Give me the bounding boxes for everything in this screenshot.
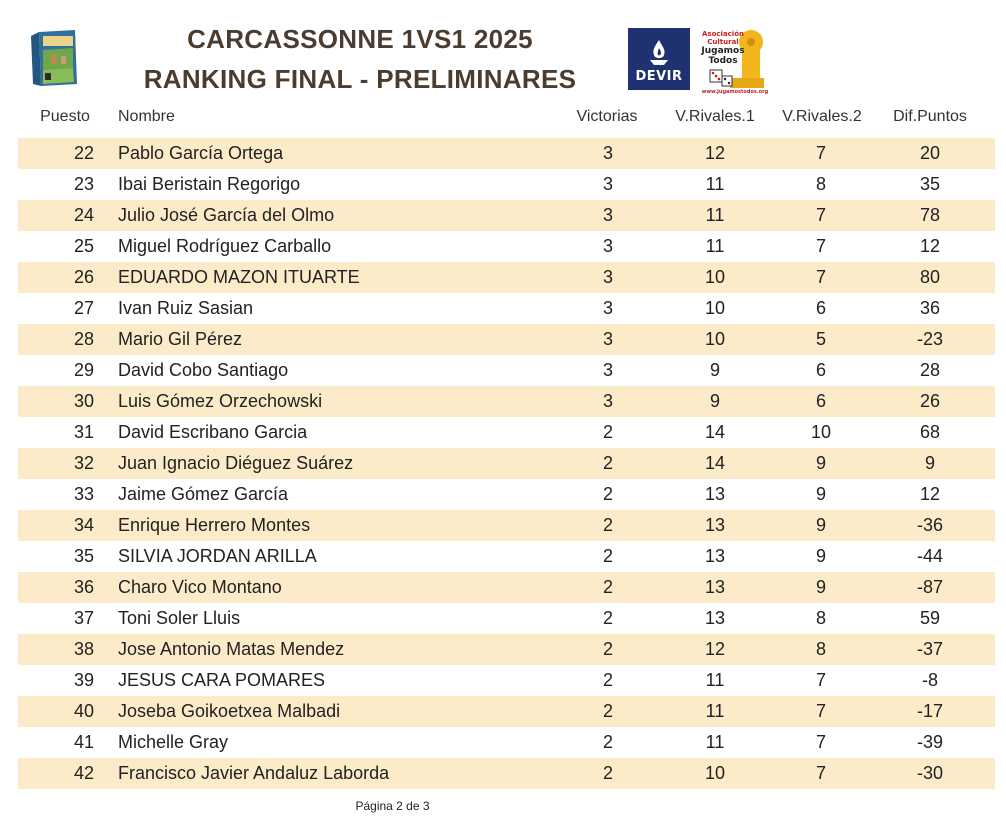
cell-difpuntos: 28: [919, 360, 941, 380]
cell-vrivales2: 7: [815, 143, 826, 163]
cell-vrivales1: 10: [704, 267, 726, 287]
cell-puesto: 34: [73, 515, 95, 535]
cell-difpuntos: -87: [916, 577, 943, 597]
cell-nombre: Julio José García del Olmo: [118, 205, 335, 225]
cell-vrivales2: 7: [815, 236, 826, 256]
cell-vrivales1: 11: [705, 732, 725, 752]
cell-victorias: 2: [602, 484, 613, 504]
cell-puesto: 40: [73, 701, 95, 721]
table-row: [18, 448, 995, 479]
cell-difpuntos: 68: [919, 422, 941, 442]
cell-puesto: 31: [73, 422, 95, 442]
cell-vrivales2: 7: [815, 670, 826, 690]
cell-vrivales1: 11: [705, 205, 725, 225]
cell-nombre: Michelle Gray: [118, 732, 229, 752]
cell-nombre: Joseba Goikoetxea Malbadi: [118, 701, 341, 721]
cell-vrivales1: 11: [705, 174, 725, 194]
table-row: [18, 727, 995, 758]
cell-vrivales2: 6: [815, 298, 826, 318]
cell-vrivales2: 5: [815, 329, 826, 349]
cell-vrivales2: 6: [815, 391, 826, 411]
jugamos-logo-url: www.jugamostodos.org: [701, 89, 769, 95]
table-row: [18, 355, 995, 386]
cell-puesto: 39: [73, 670, 95, 690]
jugamos-todos-logo-icon: [700, 26, 770, 96]
table-row: [18, 324, 995, 355]
cell-victorias: 2: [602, 515, 613, 535]
cell-nombre: Charo Vico Montano: [118, 577, 282, 597]
cell-vrivales1: 13: [704, 515, 726, 535]
cell-vrivales2: 7: [815, 701, 826, 721]
cell-vrivales2: 8: [815, 174, 826, 194]
devir-logo-icon: [628, 28, 690, 90]
cell-difpuntos: 35: [919, 174, 941, 194]
cell-nombre: David Escribano Garcia: [118, 422, 308, 442]
page-title: CARCASSONNE 1VS1 2025: [187, 24, 533, 54]
cell-victorias: 2: [602, 639, 613, 659]
cell-nombre: Jose Antonio Matas Mendez: [118, 639, 345, 659]
cell-vrivales2: 7: [815, 267, 826, 287]
cell-victorias: 3: [602, 205, 613, 225]
cell-difpuntos: 36: [919, 298, 941, 318]
col-header-victorias: Victorias: [576, 108, 638, 125]
col-header-difpuntos: Dif.Puntos: [893, 108, 967, 125]
cell-difpuntos: -36: [916, 515, 943, 535]
cell-difpuntos: 9: [924, 453, 935, 473]
cell-difpuntos: 59: [919, 608, 941, 628]
table-header: [0, 106, 1006, 130]
cell-vrivales2: 7: [815, 205, 826, 225]
cell-nombre: Pablo García Ortega: [118, 143, 284, 163]
cell-vrivales2: 10: [810, 422, 832, 442]
devir-logo-text: DEVIR: [635, 69, 683, 84]
ranking-table: [18, 138, 995, 789]
table-row: [18, 758, 995, 789]
cell-puesto: 26: [73, 267, 95, 287]
cell-vrivales1: 13: [704, 608, 726, 628]
cell-nombre: David Cobo Santiago: [118, 360, 289, 380]
table-row: [18, 293, 995, 324]
cell-victorias: 3: [602, 174, 613, 194]
cell-vrivales1: 9: [709, 360, 720, 380]
cell-vrivales1: 13: [704, 546, 726, 566]
col-header-nombre: Nombre: [118, 108, 175, 125]
cell-victorias: 2: [602, 701, 613, 721]
table-row: [18, 665, 995, 696]
col-header-vrivales1: V.Rivales.1: [675, 108, 755, 125]
cell-puesto: 25: [73, 236, 95, 256]
cell-puesto: 35: [73, 546, 95, 566]
table-row: [18, 138, 995, 169]
jugamos-logo-line2: Cultural: [707, 38, 739, 46]
cell-vrivales2: 9: [815, 453, 826, 473]
cell-vrivales1: 9: [709, 391, 720, 411]
jugamos-logo-line1: Asociación: [701, 30, 744, 38]
cell-vrivales1: 11: [705, 701, 725, 721]
cell-difpuntos: -17: [916, 701, 943, 721]
cell-difpuntos: -37: [916, 639, 943, 659]
cell-vrivales1: 10: [704, 763, 726, 783]
table-row: [18, 479, 995, 510]
cell-vrivales2: 8: [815, 608, 826, 628]
cell-vrivales1: 10: [704, 298, 726, 318]
cell-victorias: 2: [602, 608, 613, 628]
cell-vrivales1: 11: [705, 670, 725, 690]
cell-puesto: 30: [73, 391, 95, 411]
cell-victorias: 3: [602, 236, 613, 256]
table-row: [18, 696, 995, 727]
cell-vrivales1: 12: [704, 639, 726, 659]
table-row: [18, 169, 995, 200]
cell-victorias: 2: [602, 577, 613, 597]
cell-vrivales1: 10: [704, 329, 726, 349]
cell-puesto: 41: [73, 732, 95, 752]
table-row: [18, 510, 995, 541]
jugamos-logo-line3: Jugamos: [701, 46, 745, 56]
cell-difpuntos: -30: [916, 763, 943, 783]
cell-nombre: Juan Ignacio Diéguez Suárez: [118, 453, 354, 473]
table-row: [18, 231, 995, 262]
page-subtitle: RANKING FINAL - PRELIMINARES: [143, 64, 577, 94]
cell-vrivales2: 8: [815, 639, 826, 659]
cell-puesto: 27: [73, 298, 95, 318]
cell-puesto: 38: [73, 639, 95, 659]
cell-nombre: Ibai Beristain Regorigo: [118, 174, 301, 194]
cell-difpuntos: 20: [919, 143, 941, 163]
cell-vrivales2: 9: [815, 484, 826, 504]
table-row: [18, 541, 995, 572]
cell-victorias: 2: [602, 732, 613, 752]
cell-puesto: 28: [73, 329, 95, 349]
cell-difpuntos: 78: [919, 205, 941, 225]
cell-difpuntos: 26: [919, 391, 941, 411]
cell-victorias: 2: [602, 453, 613, 473]
col-header-puesto: Puesto: [40, 108, 90, 125]
cell-victorias: 2: [602, 422, 613, 442]
cell-nombre: Luis Gómez Orzechowski: [118, 391, 323, 411]
cell-difpuntos: -44: [916, 546, 943, 566]
cell-victorias: 3: [602, 267, 613, 287]
col-header-vrivales2: V.Rivales.2: [782, 108, 862, 125]
table-row: [18, 603, 995, 634]
cell-vrivales2: 9: [815, 577, 826, 597]
cell-victorias: 3: [602, 143, 613, 163]
cell-vrivales1: 12: [704, 143, 726, 163]
table-row: [18, 634, 995, 665]
cell-difpuntos: 12: [919, 236, 941, 256]
cell-puesto: 23: [73, 174, 95, 194]
cell-nombre: SILVIA JORDAN ARILLA: [118, 546, 317, 566]
cell-victorias: 3: [602, 298, 613, 318]
cell-puesto: 24: [73, 205, 95, 225]
cell-nombre: JESUS CARA POMARES: [118, 670, 326, 690]
cell-puesto: 36: [73, 577, 95, 597]
cell-nombre: Miguel Rodríguez Carballo: [118, 236, 332, 256]
cell-victorias: 3: [602, 360, 613, 380]
cell-nombre: Toni Soler Lluis: [118, 608, 241, 628]
cell-difpuntos: -8: [921, 670, 938, 690]
cell-puesto: 33: [73, 484, 95, 504]
cell-difpuntos: 12: [919, 484, 941, 504]
cell-victorias: 3: [602, 329, 613, 349]
cell-puesto: 32: [73, 453, 95, 473]
cell-vrivales1: 14: [704, 422, 726, 442]
carcassonne-box-icon: [25, 28, 80, 88]
jugamos-logo-line4: Todos: [708, 56, 738, 66]
cell-puesto: 37: [73, 608, 95, 628]
cell-vrivales2: 7: [815, 732, 826, 752]
cell-difpuntos: -39: [916, 732, 943, 752]
table-row: [18, 262, 995, 293]
table-row: [18, 386, 995, 417]
cell-nombre: Francisco Javier Andaluz Laborda: [118, 763, 390, 783]
cell-vrivales1: 11: [705, 236, 725, 256]
cell-victorias: 2: [602, 546, 613, 566]
cell-nombre: EDUARDO MAZON ITUARTE: [118, 267, 360, 287]
table-row: [18, 200, 995, 231]
table-row: [18, 572, 995, 603]
cell-nombre: Ivan Ruiz Sasian: [118, 298, 254, 318]
cell-vrivales2: 9: [815, 546, 826, 566]
page-number: Página 2 de 3: [355, 799, 430, 813]
cell-nombre: Enrique Herrero Montes: [118, 515, 311, 535]
cell-difpuntos: -23: [916, 329, 943, 349]
cell-puesto: 42: [73, 763, 95, 783]
cell-puesto: 29: [73, 360, 95, 380]
cell-vrivales1: 13: [704, 577, 726, 597]
cell-vrivales2: 7: [815, 763, 826, 783]
cell-puesto: 22: [73, 143, 95, 163]
cell-vrivales2: 6: [815, 360, 826, 380]
cell-victorias: 3: [602, 391, 613, 411]
cell-victorias: 2: [602, 670, 613, 690]
cell-vrivales1: 13: [704, 484, 726, 504]
cell-vrivales1: 14: [704, 453, 726, 473]
cell-nombre: Jaime Gómez García: [118, 484, 289, 504]
cell-difpuntos: 80: [919, 267, 941, 287]
cell-victorias: 2: [602, 763, 613, 783]
cell-vrivales2: 9: [815, 515, 826, 535]
table-row: [18, 417, 995, 448]
cell-nombre: Mario Gil Pérez: [118, 329, 243, 349]
